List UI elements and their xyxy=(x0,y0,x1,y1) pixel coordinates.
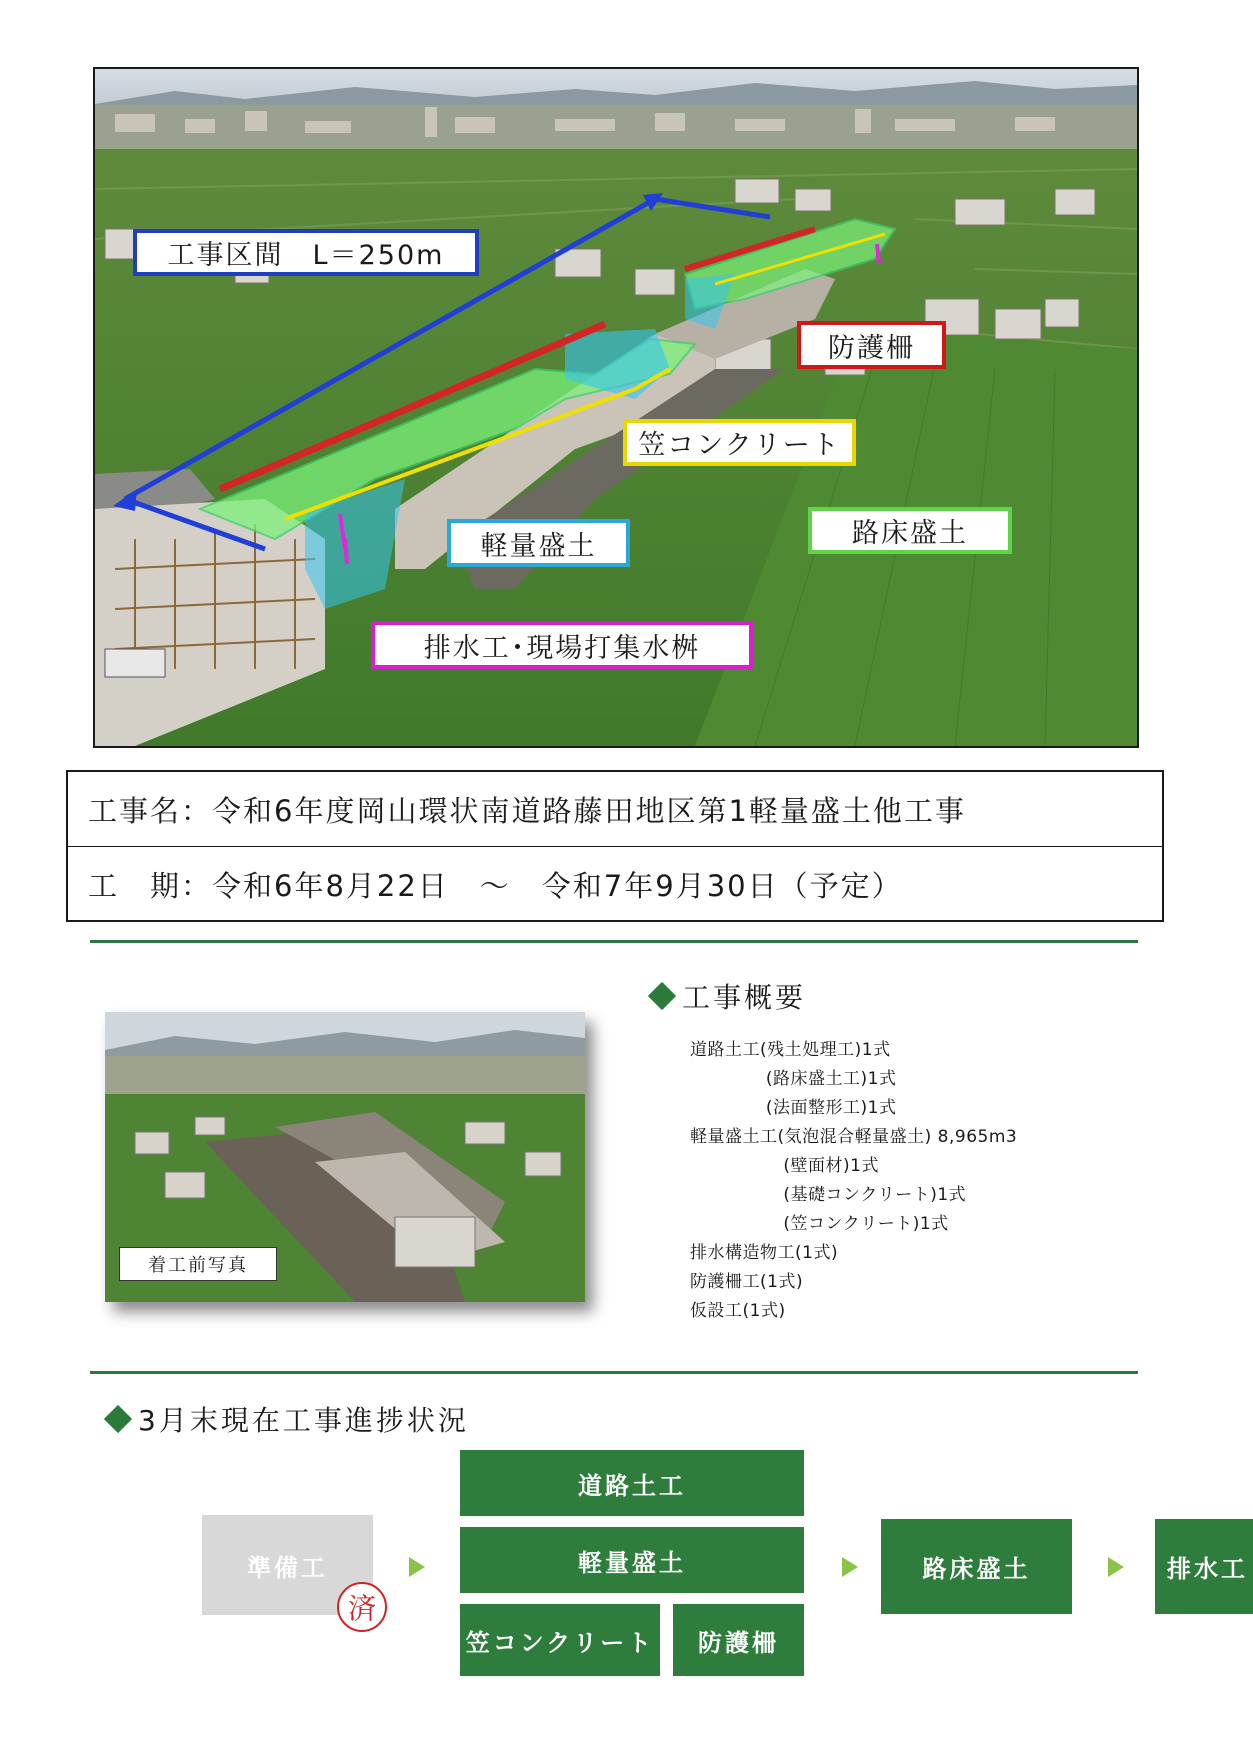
callout-kasa-concrete: 笠コンクリート xyxy=(623,419,856,466)
list-item: 防護柵工(1式) xyxy=(690,1272,804,1292)
aerial-site-photo xyxy=(93,67,1139,748)
step-prep: 準備工 xyxy=(202,1515,373,1615)
list-item: (笠コンクリート)1式 xyxy=(690,1214,949,1234)
flow-arrow-icon xyxy=(409,1557,425,1577)
step-kasa-concrete: 笠コンクリート xyxy=(460,1604,660,1676)
list-item: 排水構造物工(1式) xyxy=(690,1243,839,1263)
project-info-table xyxy=(66,770,1164,922)
diamond-bullet-icon xyxy=(104,1405,132,1433)
step-drainage: 排水工 xyxy=(1155,1519,1253,1614)
overview-heading xyxy=(652,976,806,1016)
list-item: (壁面材)1式 xyxy=(690,1156,879,1176)
project-name: 工事名：令和6年度岡山環状南道路藤田地区第1軽量盛土他工事 xyxy=(88,793,966,828)
callout-drainage: 排水工･現場打集水桝 xyxy=(371,621,753,669)
list-item: (基礎コンクリート)1式 xyxy=(690,1185,967,1205)
step-roadbed-fill: 路床盛土 xyxy=(881,1519,1072,1614)
progress-heading-text: 3月末現在工事進捗状況 xyxy=(138,1404,469,1437)
overview-heading-text: 工事概要 xyxy=(682,981,807,1014)
flow-arrow-icon xyxy=(1108,1557,1124,1577)
done-stamp: 済 xyxy=(337,1582,387,1632)
step-guard-fence: 防護柵 xyxy=(673,1604,804,1676)
callout-section-length: 工事区間 L＝250m xyxy=(133,229,479,276)
flow-arrow-icon xyxy=(842,1557,858,1577)
list-item: 仮設工(1式) xyxy=(690,1301,786,1321)
progress-heading xyxy=(108,1399,469,1439)
list-item: (法面整形工)1式 xyxy=(690,1098,897,1118)
diamond-bullet-icon xyxy=(648,982,676,1010)
before-construction-photo xyxy=(105,1012,585,1302)
overview-list xyxy=(690,1036,1017,1326)
divider-bottom xyxy=(90,1371,1138,1374)
step-lightweight-fill: 軽量盛土 xyxy=(460,1527,804,1593)
list-item: 道路土工(残土処理工)1式 xyxy=(690,1040,891,1060)
callout-guard-fence: 防護柵 xyxy=(797,321,946,369)
callout-lightweight-fill: 軽量盛土 xyxy=(447,519,630,567)
list-item: (路床盛土工)1式 xyxy=(690,1069,897,1089)
project-period: 工 期：令和6年8月22日 ～ 令和7年9月30日（予定） xyxy=(68,846,1162,922)
list-item: 軽量盛土工(気泡混合軽量盛土) 8,965m3 xyxy=(690,1127,1018,1147)
before-photo-label: 着工前写真 xyxy=(119,1247,277,1281)
callout-roadbed-fill: 路床盛土 xyxy=(808,507,1012,554)
step-road-earthwork: 道路土工 xyxy=(460,1450,804,1516)
divider-top xyxy=(90,940,1138,943)
